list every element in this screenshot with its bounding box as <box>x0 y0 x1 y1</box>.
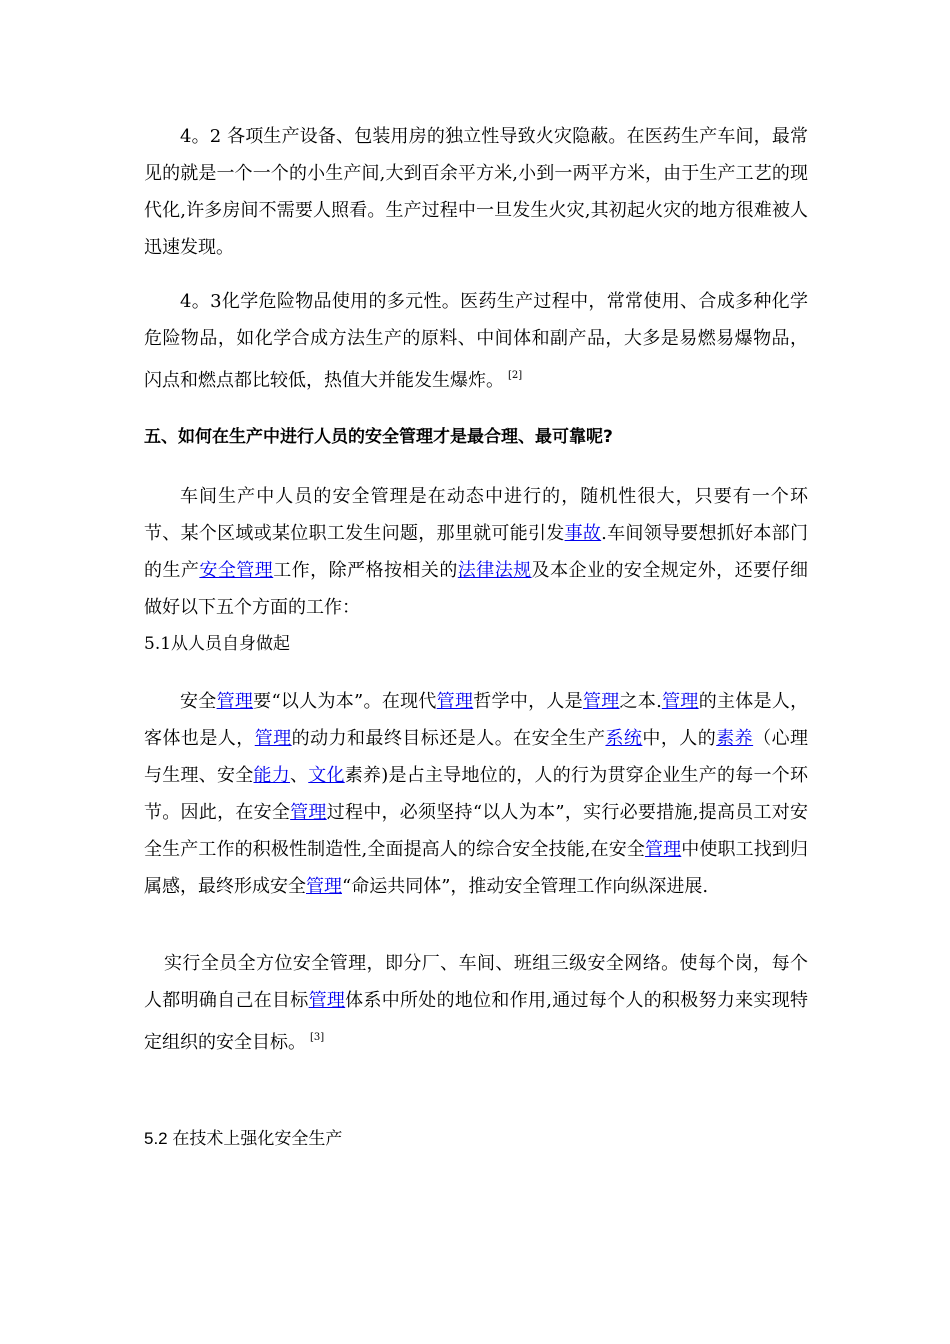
text: 要“以人为本”。在现代 <box>253 691 437 712</box>
citation-ref: [2] <box>508 370 523 381</box>
link-management[interactable]: 管理 <box>308 990 346 1011</box>
section-heading-5: 五、如何在生产中进行人员的安全管理才是最合理、最可靠呢? <box>144 427 613 447</box>
text: 素养)是占主导地位的，人的行为贯穿企业生产的每一个环节。因此，在安全 <box>144 765 808 823</box>
text: 的主体是人，客体也是人， <box>144 691 809 749</box>
text: 及本企业的安全规定外，还要仔细做好以下五个方面的工作： <box>144 560 809 618</box>
text: 安全 <box>180 691 217 712</box>
link-accident[interactable]: 事故 <box>564 523 602 544</box>
link-management[interactable]: 管理 <box>306 876 342 897</box>
paragraph-text: 4。2 各项生产设备、包装用房的独立性导致火灾隐蔽。在医药生产车间，最常见的就是一个一个的小生产间,大到百余平方米,小到一两平方米，由于生产工艺的现代化,许多房间不需要人照看。生产过程中一旦发生火灾,其初起火灾的地方很难被人迅速发现。 <box>144 126 808 258</box>
link-management[interactable]: 管理 <box>582 691 620 712</box>
paragraph-4-2 <box>144 118 808 266</box>
paragraph-5-1a <box>144 683 808 905</box>
subsection-heading-5-2: 5.2 在技术上强化安全生产 <box>144 1129 343 1148</box>
link-system[interactable]: 系统 <box>605 728 643 749</box>
link-management[interactable]: 管理 <box>254 728 292 749</box>
text: （心理与生理、安全 <box>144 728 809 786</box>
link-management[interactable]: 管理 <box>645 839 682 860</box>
paragraph-4-3 <box>144 283 808 399</box>
text: “命运共同体”，推动安全管理工作向纵深进展. <box>342 876 709 897</box>
link-management[interactable]: 管理 <box>436 691 474 712</box>
text: 之本. <box>619 691 662 712</box>
text: 中，人的 <box>642 728 717 749</box>
citation-ref: [3] <box>310 1032 325 1043</box>
link-quality[interactable]: 素养 <box>716 728 754 749</box>
text: 车间生产中人员的安全管理是在动态中进行的，随机性很大，只要有一个环节、某个区域或某位职工发生问题，那里就可能引发 <box>144 486 808 544</box>
text: 的动力和最终目标还是人。在安全生产 <box>291 728 606 749</box>
text: 、 <box>290 765 309 786</box>
text: .车间领导要想抓好本部门的生产 <box>144 523 808 581</box>
link-management[interactable]: 管理 <box>661 691 699 712</box>
link-laws-regulations[interactable]: 法律法规 <box>457 560 532 581</box>
subsection-heading-5-1: 5.1从人员自身做起 <box>144 634 291 654</box>
link-culture[interactable]: 文化 <box>308 765 345 786</box>
text: 工作，除严格按相关的 <box>273 560 458 581</box>
paragraph-5-intro <box>144 478 808 626</box>
text: 过程中，必须坚持“以人为本”，实行必要措施,提高员工对安全生产工作的积极性制造性,全面提高人的综合安全技能,在安全 <box>144 802 809 860</box>
text: 体系中所处的地位和作用,通过每个人的积极努力来实现特定组织的安全目标。 <box>144 990 809 1053</box>
paragraph-text: 4。3化学危险物品使用的多元性。医药生产过程中，常常使用、合成多种化学危险物品，如化学合成方法生产的原料、中间体和副产品，大多是易燃易爆物品，闪点和燃点都比较低，热值大并能发生爆炸。 <box>144 291 808 391</box>
link-safety-management[interactable]: 安全管理 <box>199 560 274 581</box>
text: 哲学中，人是 <box>473 691 583 712</box>
link-ability[interactable]: 能力 <box>253 765 290 786</box>
paragraph-5-1b <box>144 945 808 1061</box>
link-management[interactable]: 管理 <box>290 802 327 823</box>
link-management[interactable]: 管理 <box>216 691 254 712</box>
text: 实行全员全方位安全管理，即分厂、车间、班组三级安全网络。使每个岗，每个人都明确自己在目标 <box>144 953 808 1011</box>
text: 中使职工找到归属感，最终形成安全 <box>144 839 809 897</box>
